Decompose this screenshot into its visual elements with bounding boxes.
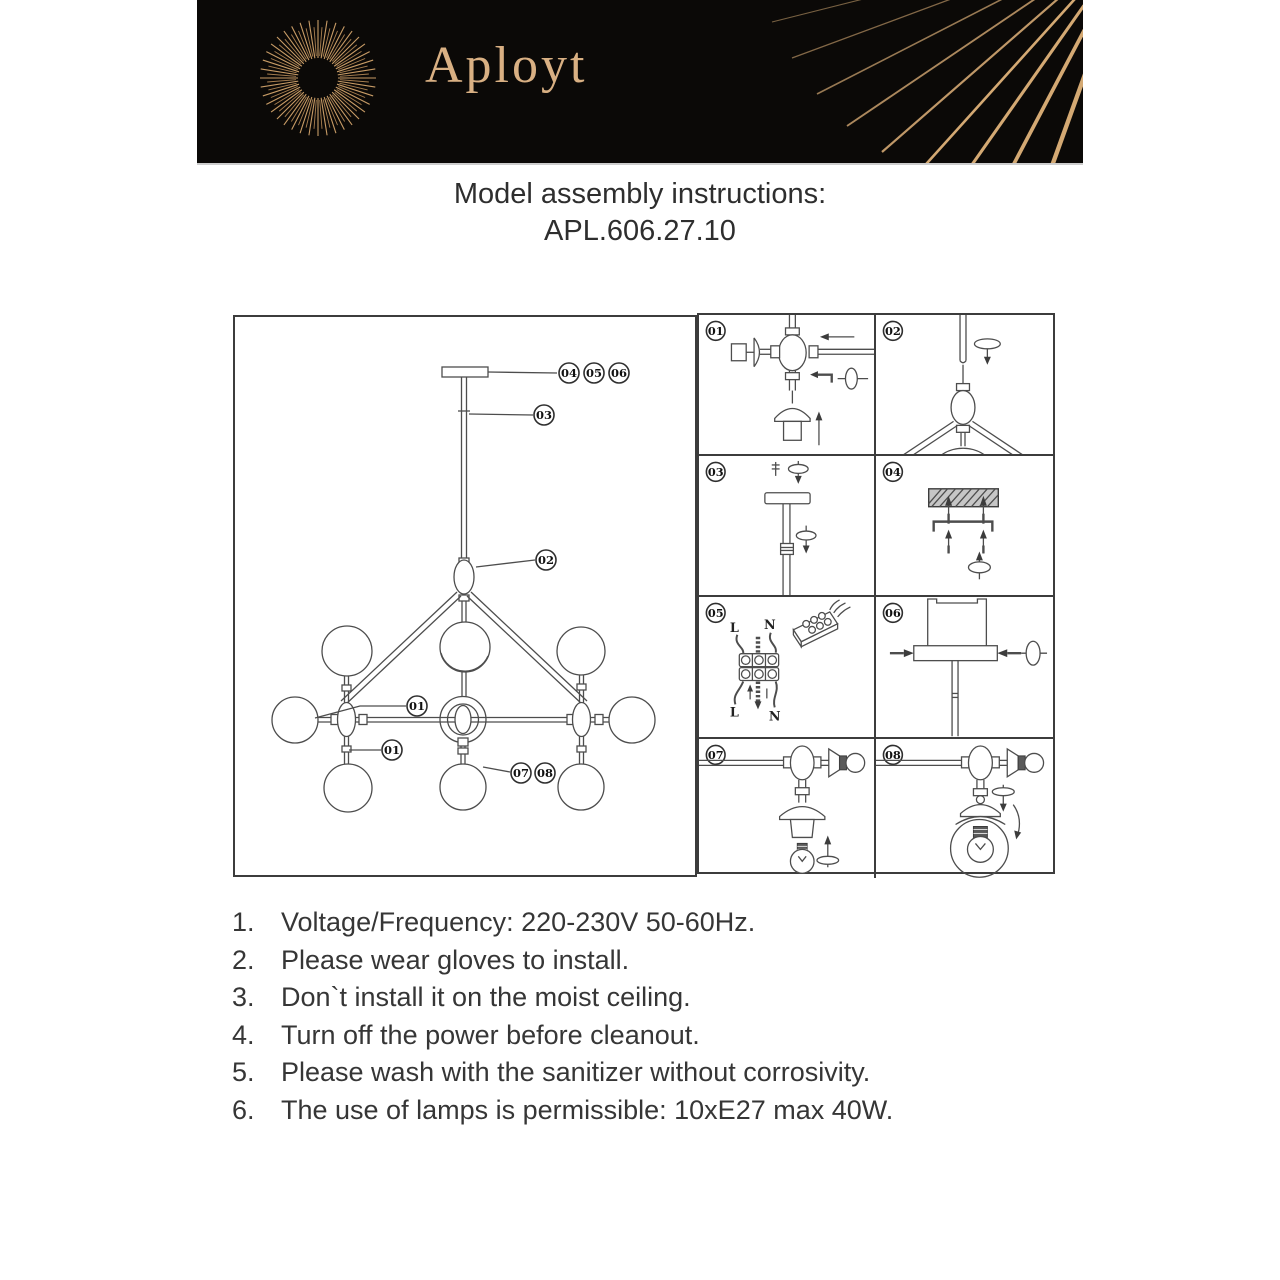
list-item bbox=[232, 942, 1082, 980]
panel-07-label: 07 bbox=[707, 747, 724, 762]
panel-03-label: 03 bbox=[707, 465, 724, 480]
list-item-text: Don`t install it on the moist ceiling. bbox=[281, 982, 691, 1012]
panel-step-02 bbox=[876, 315, 1053, 456]
wire-label-live-bottom: L bbox=[729, 705, 739, 721]
list-item-text: The use of lamps is permissible: 10xE27 max 40W. bbox=[281, 1094, 894, 1125]
panel-01-label: 01 bbox=[707, 323, 724, 338]
callout-05: 05 bbox=[585, 366, 603, 380]
wire-label-neutral-bottom: N bbox=[768, 709, 781, 725]
list-item-number: 2. bbox=[232, 944, 255, 975]
list-item bbox=[232, 1017, 1082, 1055]
list-item-number: 3. bbox=[232, 982, 255, 1012]
model-number: APL.606.27.10 bbox=[544, 215, 736, 247]
list-item-text: Please wear gloves to install. bbox=[281, 944, 630, 975]
title-block bbox=[0, 176, 1280, 250]
page-title: Model assembly instructions: bbox=[453, 178, 827, 210]
brand-banner bbox=[197, 0, 1083, 165]
callout-03: 03 bbox=[535, 408, 553, 422]
list-item-number: 5. bbox=[232, 1057, 255, 1087]
callout-01a: 01 bbox=[408, 699, 426, 713]
panel-step-01 bbox=[699, 315, 876, 456]
list-item-text: Please wash with the sanitizer without corrosivity. bbox=[281, 1057, 871, 1087]
list-item-text: Voltage/Frequency: 220-230V 50-60Hz. bbox=[281, 907, 756, 937]
panel-02-label: 02 bbox=[884, 323, 901, 338]
panel-step-04 bbox=[876, 456, 1053, 597]
callout-07: 07 bbox=[512, 766, 530, 780]
list-item bbox=[232, 1092, 1082, 1130]
list-item-number: 4. bbox=[232, 1019, 255, 1050]
panel-step-03 bbox=[699, 456, 876, 597]
panel-step-07 bbox=[699, 739, 876, 878]
starburst-logo-icon bbox=[197, 0, 1083, 163]
callout-06: 06 bbox=[610, 366, 628, 380]
panel-step-08 bbox=[876, 739, 1053, 878]
brand-name: Aployt bbox=[425, 37, 588, 94]
panel-06-label: 06 bbox=[884, 606, 901, 621]
callout-08: 08 bbox=[536, 766, 554, 780]
corner-rays-icon bbox=[772, 0, 1083, 163]
panel-08-label: 08 bbox=[884, 747, 901, 762]
list-item-text: Turn off the power before cleanout. bbox=[281, 1019, 700, 1050]
panel-05-label: 05 bbox=[707, 606, 724, 621]
panel-step-06 bbox=[876, 597, 1053, 738]
callout-04: 04 bbox=[560, 366, 578, 380]
list-item bbox=[232, 979, 1082, 1017]
chandelier-diagram-frame bbox=[233, 315, 697, 877]
instruction-list bbox=[232, 904, 1082, 1129]
list-item bbox=[232, 1054, 1082, 1092]
chandelier-diagram bbox=[235, 317, 695, 875]
callout-02: 02 bbox=[537, 553, 555, 567]
list-item-number: 1. bbox=[232, 907, 255, 937]
list-item-number: 6. bbox=[232, 1094, 255, 1125]
callout-01b: 01 bbox=[383, 743, 401, 757]
wire-label-live-top: L bbox=[729, 621, 739, 637]
wire-label-neutral-top: N bbox=[763, 618, 776, 634]
callouts bbox=[382, 363, 629, 783]
panel-04-label: 04 bbox=[884, 465, 901, 480]
list-item bbox=[232, 904, 1082, 942]
assembly-steps-grid bbox=[697, 313, 1055, 874]
panel-step-05 bbox=[699, 597, 876, 738]
